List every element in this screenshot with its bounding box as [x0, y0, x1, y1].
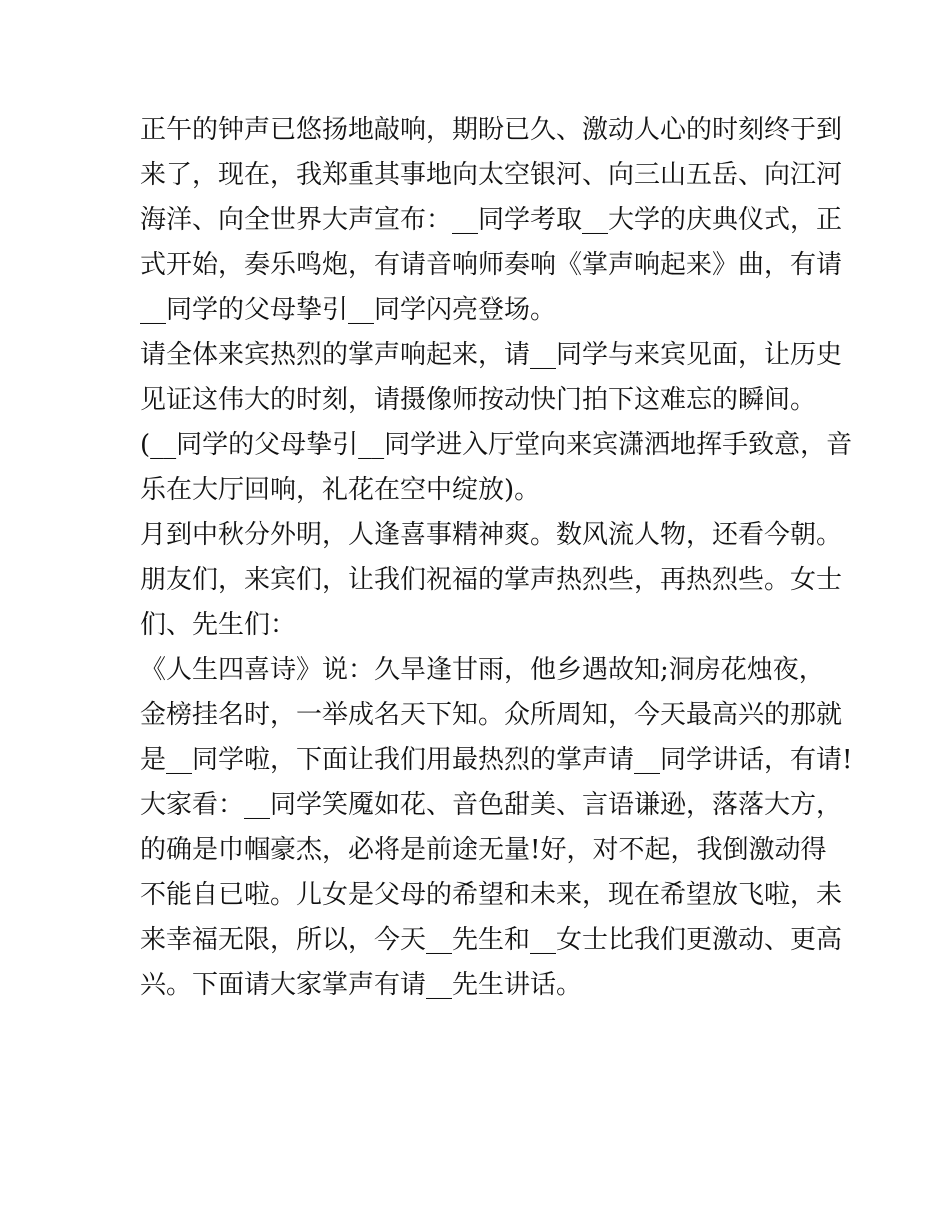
text-line: 正午的钟声已悠扬地敲响，期盼已久、激动人心的时刻终于到 — [140, 115, 843, 145]
text-line: 是__同学啦，下面让我们用最热烈的掌声请__同学讲话，有请! — [140, 745, 853, 775]
document-body — [140, 108, 853, 1008]
text-line: 《人生四喜诗》说：久旱逢甘雨，他乡遇故知;洞房花烛夜， — [140, 655, 825, 685]
text-line: 兴。下面请大家掌声有请__先生讲话。 — [140, 970, 583, 1000]
text-line: 见证这伟大的时刻，请摄像师按动快门拍下这难忘的瞬间。 — [140, 385, 817, 415]
text-line: 来幸福无限，所以，今天__先生和__女士比我们更激动、更高 — [140, 925, 843, 955]
text-line: 乐在大厅回响，礼花在空中绽放)。 — [140, 475, 541, 505]
paragraph-applause-request — [140, 333, 843, 423]
text-line: 来了，现在，我郑重其事地向太空银河、向三山五岳、向江河 — [140, 160, 843, 190]
text-line: __同学的父母挚引__同学闪亮登场。 — [140, 295, 557, 325]
text-line: 的确是巾帼豪杰，必将是前途无量!好，对不起，我倒激动得 — [140, 835, 827, 865]
paragraph-mid-autumn — [140, 513, 843, 648]
text-line: 不能自已啦。儿女是父母的希望和未来，现在希望放飞啦，未 — [140, 880, 843, 910]
paragraph-closing — [140, 783, 843, 1008]
text-line: (__同学的父母挚引__同学进入厅堂向来宾潇洒地挥手致意，音 — [140, 430, 853, 460]
text-line: 请全体来宾热烈的掌声响起来，请__同学与来宾见面，让历史 — [140, 340, 843, 370]
paragraph-four-joys-poem — [140, 648, 853, 783]
paragraph-stage-direction — [140, 423, 853, 513]
paragraph-opening-announcement — [140, 108, 843, 333]
text-line: 朋友们，来宾们，让我们祝福的掌声热烈些，再热烈些。女士 — [140, 565, 843, 595]
text-line: 海洋、向全世界大声宣布：__同学考取__大学的庆典仪式，正 — [140, 205, 843, 235]
text-line: 们、先生们： — [140, 610, 297, 640]
text-line: 月到中秋分外明，人逢喜事精神爽。数风流人物，还看今朝。 — [140, 520, 843, 550]
text-line: 式开始，奏乐鸣炮，有请音响师奏响《掌声响起来》曲，有请 — [140, 250, 843, 280]
text-line: 金榜挂名时，一举成名天下知。众所周知，今天最高兴的那就 — [140, 700, 843, 730]
text-line: 大家看：__同学笑魇如花、音色甜美、言语谦逊，落落大方， — [140, 790, 843, 820]
